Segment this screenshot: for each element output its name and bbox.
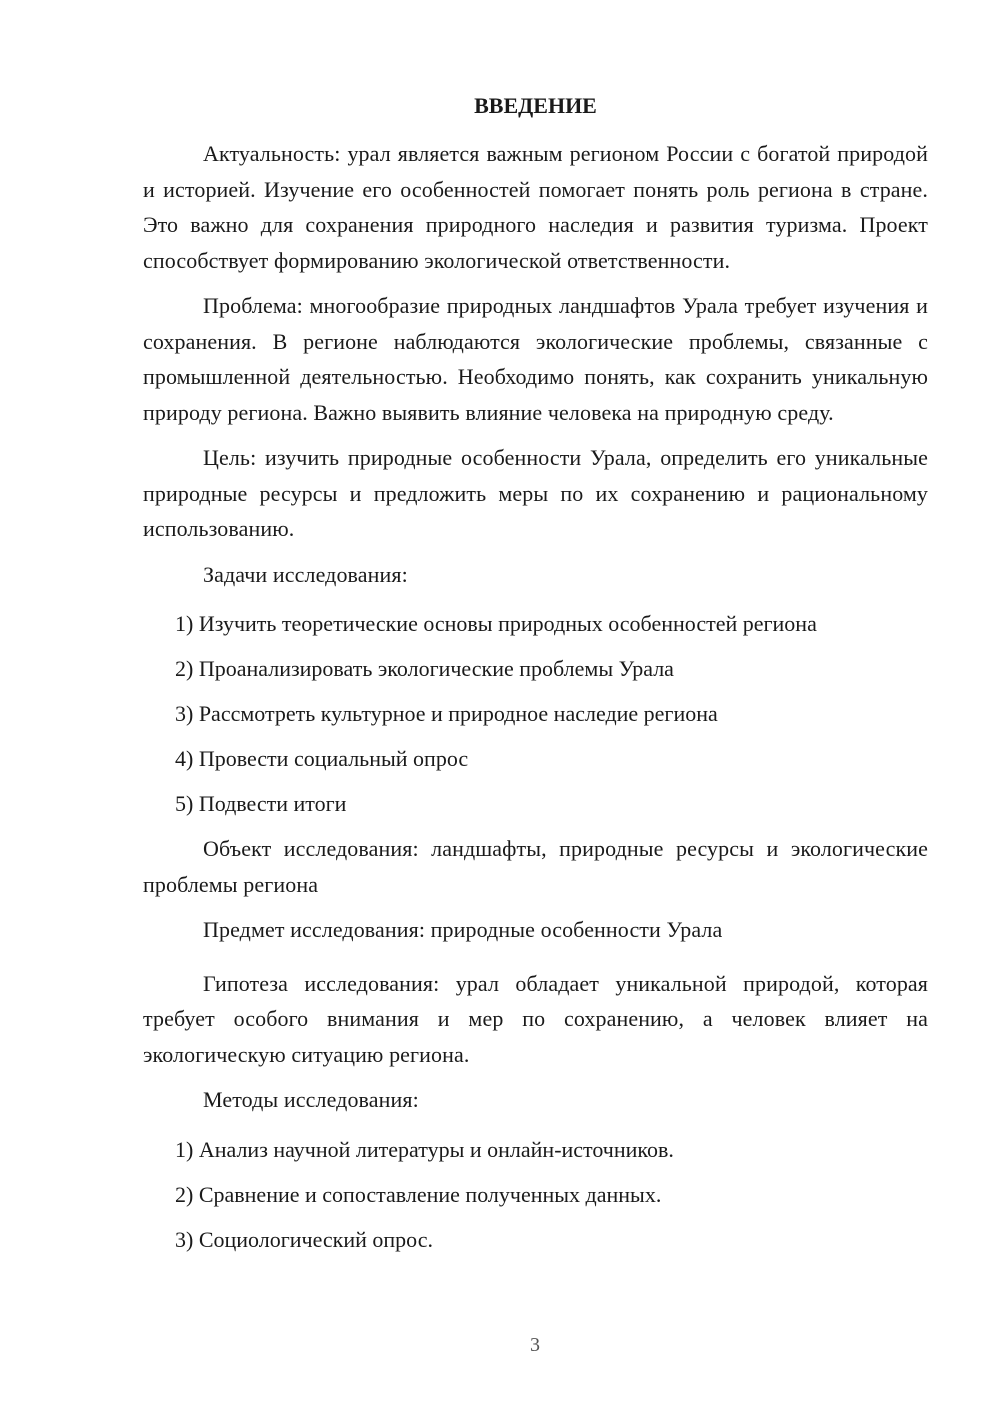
tasks-list <box>143 610 928 818</box>
paragraph-goal: Цель: изучить природные особенности Урала, определить его уникальные природные ресурсы и предложить меры по их сохранению и рациональному использованию. <box>143 445 928 541</box>
paragraph-tasks-title: Задачи исследования: <box>203 561 408 587</box>
list-item: 3) Рассмотреть культурное и природное наследие региона <box>175 701 718 726</box>
paragraph-problem: Проблема: многообразие природных ландшафтов Урала требует изучения и сохранения. В регионе наблюдаются экологические проблемы, связанные с промышленной деятельностью. Необходимо понять, как сохранить уникальную природу региона. Важно выявить влияние человека на природную среду. <box>143 293 928 425</box>
list-item: 2) Проанализировать экологические проблемы Урала <box>175 656 674 681</box>
list-item: 4) Провести социальный опрос <box>175 746 469 771</box>
paragraph-object: Объект исследования: ландшафты, природные ресурсы и экологические проблемы региона <box>143 836 928 897</box>
methods-list <box>143 1136 928 1254</box>
paragraph-relevance: Актуальность: урал является важным регионом России с богатой природой и историей. Изучение его особенностей помогает понять роль региона в стране. Это важно для сохранения природного наследия и развития туризма. Проект способствует формированию экологической ответственности. <box>143 141 928 273</box>
paragraph-hypothesis: Гипотеза исследования: урал обладает уникальной природой, которая требует особого внимания и мер по сохранению, а человек влияет на экологическую ситуацию региона. <box>143 970 928 1067</box>
document-page <box>143 92 928 1271</box>
list-item: 1) Анализ научной литературы и онлайн-источников. <box>175 1136 674 1162</box>
section-heading: ВВЕДЕНИЕ <box>474 93 597 118</box>
page-number: 3 <box>530 1334 540 1356</box>
paragraph-methods-title: Методы исследования: <box>203 1087 419 1112</box>
list-item: 5) Подвести итоги <box>175 791 347 816</box>
list-item: 3) Социологический опрос. <box>175 1226 433 1252</box>
list-item: 1) Изучить теоретические основы природных особенностей региона <box>175 611 817 636</box>
paragraph-subject: Предмет исследования: природные особенности Урала <box>203 917 723 942</box>
list-item: 2) Сравнение и сопоставление полученных данных. <box>175 1181 662 1207</box>
